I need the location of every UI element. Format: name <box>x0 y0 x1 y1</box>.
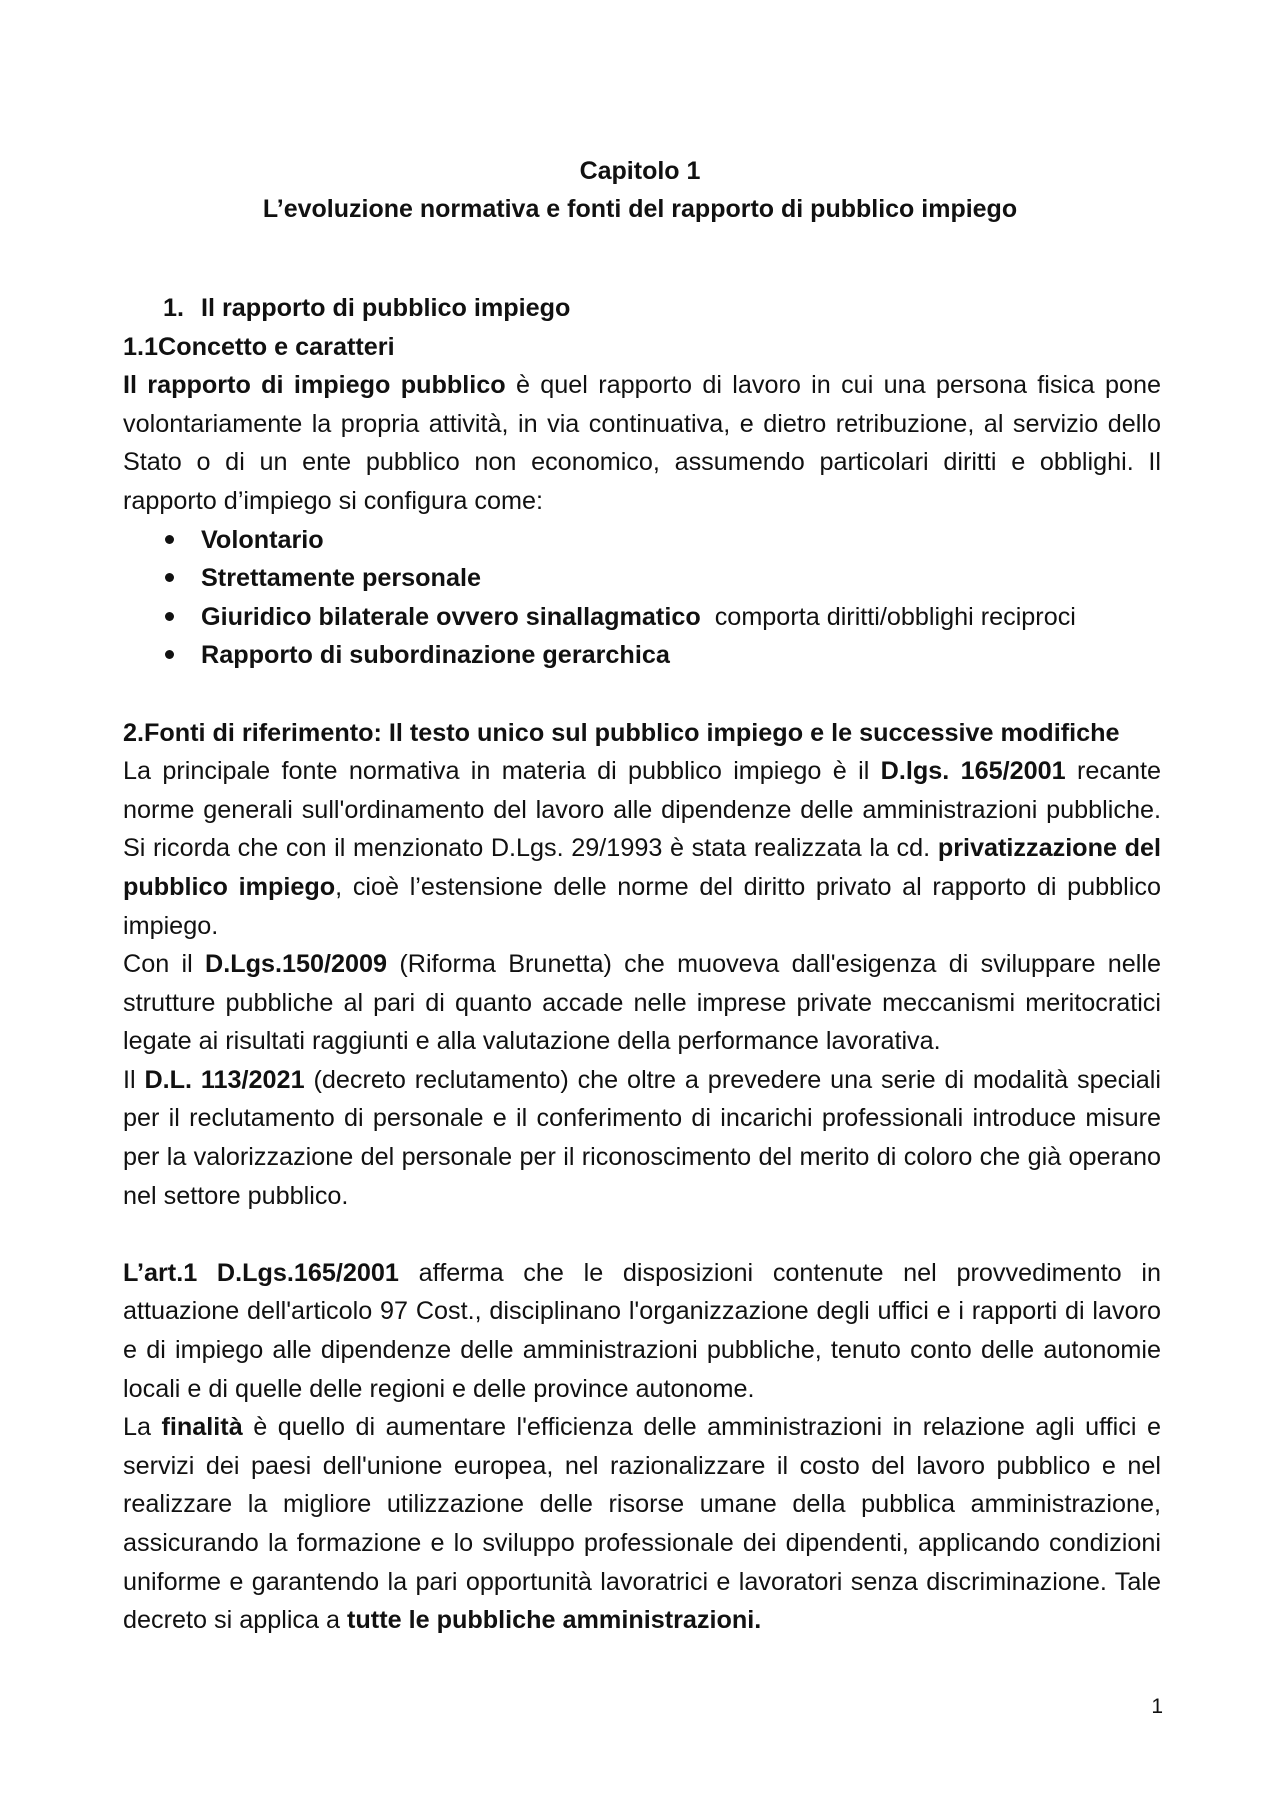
paragraph-text: recante norme generali sull'ordinamento del lavoro alle dipendenze delle amministrazioni pubbliche. Si ricorda che con il menzionato D.Lgs. 29/1993 è stata realizzata la cd. <box>123 757 1161 863</box>
paragraph-text: (Riforma Brunetta) che muoveva dall'esigenza di sviluppare nelle strutture pubbliche al pari di quanto accade nelle imprese private meccanismi meritocratici legate ai risultati raggiunti e alla valutazione della performance lavorativa. <box>123 950 1161 1056</box>
paragraph-purpose <box>123 1408 1161 1640</box>
paragraph-text: , cioè l’estensione delle norme del diritto privato al rapporto di pubblico impiego. <box>123 872 1161 940</box>
page-number: 1 <box>1151 1695 1163 1718</box>
bullet-icon <box>165 650 174 659</box>
list-item-bold: Rapporto di subordinazione gerarchica <box>201 641 670 670</box>
paragraph-recruitment-decree <box>123 1061 1161 1215</box>
list-item-bold: Volontario <box>201 525 324 554</box>
chapter-title-block <box>0 152 1280 228</box>
paragraph-definition-text: è quel rapporto di lavoro in cui una persona fisica pone volontariamente la propria attività, in via continuativa, e dietro retribuzione, al servizio dello Stato o di un ente pubblico non economico, assumendo particolari diritti e obblighi. Il rapporto d’impiego si configura come: <box>123 371 1161 515</box>
characteristics-list <box>123 521 1161 675</box>
section-1-title: Il rapporto di pubblico impiego <box>201 294 571 322</box>
list-item <box>123 636 1161 675</box>
blank-line <box>123 675 1161 714</box>
list-item-text: comporta diritti/obblighi reciproci <box>700 602 1076 631</box>
bullet-icon <box>165 573 174 582</box>
list-item <box>123 559 1161 598</box>
section-1-heading <box>123 289 1161 328</box>
paragraph-text: afferma che le disposizioni contenute nel provvedimento in attuazione dell'articolo 97 Cost., disciplinano l'organizzazione degli uffici e i rapporti di lavoro e di impiego alle dipendenze delle amministrazioni pubbliche, tenuto conto delle autonomie locali e di quelle delle regioni e delle province autonome. <box>123 1258 1162 1403</box>
paragraph-brunetta-reform <box>123 945 1161 1061</box>
chapter-label: Capitolo 1 <box>579 157 701 185</box>
paragraph-text: (decreto reclutamento) che oltre a prevedere una serie di modalità speciali per il reclutamento di personale e il conferimento di incarichi professionali introduce misure per la valorizzazione del personale per il riconoscimento del merito di coloro che già operano nel settore pubblico. <box>123 1065 1162 1210</box>
document-body <box>123 289 1161 1640</box>
key-concept: finalità <box>161 1413 243 1442</box>
section-1-number: 1. <box>163 294 185 322</box>
law-reference: L’art.1 D.Lgs.165/2001 <box>123 1258 399 1287</box>
law-reference: D.lgs. 165/2001 <box>880 757 1066 786</box>
paragraph-article-1 <box>123 1254 1161 1408</box>
law-reference: D.Lgs.150/2009 <box>205 950 388 979</box>
law-reference: D.L. 113/2021 <box>144 1065 305 1094</box>
paragraph-text: è quello di aumentare l'efficienza delle amministrazioni in relazione agli uffici e servizi dei paesi dell'unione europea, nel razionalizzare il costo del lavoro pubblico e nel realizzare la migliore utilizzazione delle risorse umane della pubblica amministrazione, assicurando la formazione e lo sviluppo professionale dei dipendenti, applicando condizioni uniforme e garantendo la pari opportunità lavoratrici e lavoratori senza discriminazione. Tale decreto si applica a <box>123 1413 1161 1635</box>
bullet-icon <box>165 612 174 621</box>
key-concept: privatizzazione del pubblico impiego <box>123 834 1161 901</box>
list-item <box>123 598 1161 637</box>
list-item-bold: Giuridico bilaterale ovvero sinallagmatico <box>201 602 701 631</box>
subsection-1-1-heading: 1.1Concetto e caratteri <box>123 332 395 361</box>
list-item <box>123 521 1161 560</box>
paragraph-main-source <box>123 752 1161 945</box>
paragraph-definition-bold: Il rapporto di impiego pubblico <box>123 371 506 400</box>
blank-line <box>123 1215 1161 1254</box>
section-2-heading: 2.Fonti di riferimento: Il testo unico sul pubblico impiego e le successive modifiche <box>123 718 1120 747</box>
paragraph-text: La principale fonte normativa in materia di pubblico impiego è il <box>123 757 881 786</box>
list-item-bold: Strettamente personale <box>201 564 481 593</box>
paragraph-text: Con il <box>123 950 206 979</box>
bullet-icon <box>165 535 174 544</box>
paragraph-definition <box>123 366 1161 520</box>
paragraph-text: Il <box>123 1065 145 1094</box>
key-concept: tutte le pubbliche amministrazioni. <box>347 1606 762 1635</box>
paragraph-text: La <box>123 1413 162 1442</box>
chapter-title: L’evoluzione normativa e fonti del rapporto di pubblico impiego <box>262 195 1018 223</box>
